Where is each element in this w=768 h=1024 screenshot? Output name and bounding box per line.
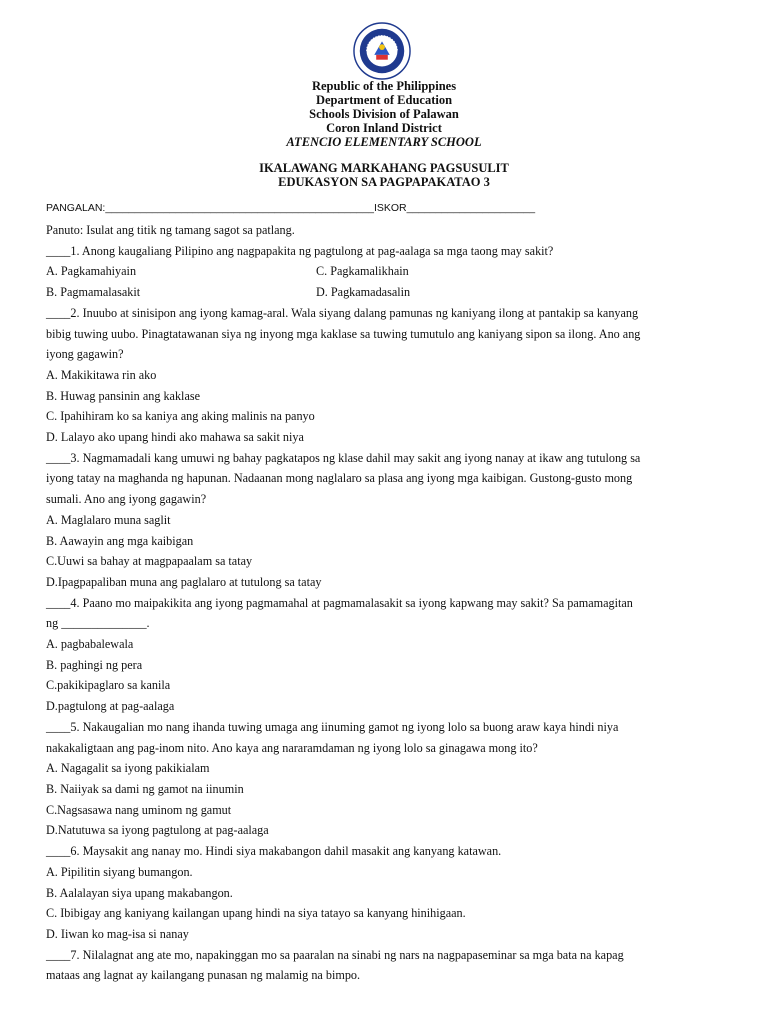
q3-option-d: D.Ipagpapaliban muna ang paglalaro at tutulong sa tatay: [46, 574, 322, 589]
header-district: Coron Inland District: [326, 121, 442, 135]
question-3-line1: ____3. Nagmamadali kang umuwi ng bahay pagkatapos ng klase dahil may sakit ang iyong nanay at ikaw ang tutulong sa: [46, 450, 641, 465]
q5-option-b: B. Naiiyak sa dami ng gamot na iinumin: [46, 781, 244, 796]
q1-options-row1: [46, 261, 722, 282]
name-score-field: PANGALAN:______________________________________________ISKOR______________________: [46, 202, 536, 214]
question-2-line3: iyong gagawin?: [46, 347, 124, 362]
question-2-line1: ____2. Inuubo at sinisipon ang iyong kamag-aral. Wala siyang dalang pamunas ng kaniyang ilong at pantakip sa kanyang: [46, 305, 639, 320]
question-7-line1: ____7. Nilalagnat ang ate mo, napakinggan mo sa paaralan na sinabi ng nars na nagpapaseminar sa mga bata na kapag: [46, 947, 624, 962]
question-5-line1: ____5. Nakaugalian mo nang ihanda tuwing umaga ang iinuming gamot ng iyong lolo sa buong araw kaya hindi niya: [46, 719, 619, 734]
q6-option-d: D. Iiwan ko mag-isa si nanay: [46, 926, 189, 941]
q1-option-c: C. Pagkamalikhain: [316, 264, 409, 279]
q1-options-row2: [46, 282, 722, 303]
q3-option-c: C.Uuwi sa bahay at magpapaalam sa tatay: [46, 554, 253, 569]
header-republic: Republic of the Philippines: [311, 79, 457, 93]
q3-option-a: A. Maglalaro muna saglit: [46, 512, 171, 527]
q2-option-b: B. Huwag pansinin ang kaklase: [46, 388, 201, 403]
q1-option-b: B. Pagmamalasakit: [46, 285, 141, 300]
header-department: Department of Education: [315, 93, 453, 107]
q4-option-a: A. pagbabalewala: [46, 637, 134, 652]
q4-option-c: C.pakikipaglaro sa kanila: [46, 678, 171, 693]
question-3-line2: iyong tatay na maghanda ng hapunan. Nadaanan mong naglalaro sa plasa ang iyong mga kaibigan. Gustong-gusto mong: [46, 471, 633, 486]
q2-option-a: A. Makikitawa rin ako: [46, 367, 157, 382]
question-6: ____6. Maysakit ang nanay mo. Hindi siya makabangon dahil masakit ang kanyang katawan.: [46, 844, 502, 859]
q6-option-a: A. Pipilitin siyang bumangon.: [46, 864, 193, 879]
question-7-line2: mataas ang lagnat ay kailangang punasan ng malamig na bimpo.: [46, 968, 361, 983]
deped-seal-logo: [353, 22, 411, 80]
q1-option-d: D. Pagkamadasalin: [316, 285, 411, 300]
question-1: ____1. Anong kaugaliang Pilipino ang nagpapakita ng pagtulong at pag-aalaga sa mga taong may sakit?: [46, 243, 554, 258]
question-2-line2: bibig tuwing uubo. Pinagtatawanan siya ng inyong mga kaklase sa tuwing tumutulo ang kaniyang sipon sa ilong. Ano ang: [46, 326, 641, 341]
q5-option-d: D.Natutuwa sa iyong pagtulong at pag-aalaga: [46, 823, 269, 838]
q3-option-b: B. Aawayin ang mga kaibigan: [46, 533, 194, 548]
header-block: [0, 79, 768, 149]
directions: Panuto: Isulat ang titik ng tamang sagot sa patlang.: [46, 223, 295, 237]
exam-subject: EDUKASYON SA PAGPAPAKATAO 3: [278, 175, 490, 189]
q2-option-c: C. Ipahihiram ko sa kaniya ang aking malinis na panyo: [46, 409, 315, 424]
exam-title-block: [0, 161, 768, 189]
question-4-line1: ____4. Paano mo maipakikita ang iyong pagmamahal at pagmamalasakit sa iyong kapwang may sakit? Sa pamamagitan: [46, 595, 633, 610]
exam-body: [46, 220, 722, 986]
question-5-line2: nakakaligtaan ang pag-inom nito. Ano kaya ang nararamdaman ng iyong lolo sa ginagawa mong ito?: [46, 740, 538, 755]
q6-option-c: C. Ibibigay ang kaniyang kailangan upang hindi na siya tatayo sa kanyang hinihigaan.: [46, 906, 466, 921]
exam-title: IKALAWANG MARKAHANG PAGSUSULIT: [259, 161, 509, 175]
header-school: ATENCIO ELEMENTARY SCHOOL: [286, 135, 482, 149]
q5-option-c: C.Nagsasawa nang uminom ng gamut: [46, 802, 232, 817]
q4-option-d: D.pagtulong at pag-aalaga: [46, 699, 175, 714]
q1-option-a: A. Pagkamahiyain: [46, 264, 137, 279]
question-3-line3: sumali. Ano ang iyong gagawin?: [46, 492, 207, 507]
q2-option-d: D. Lalayo ako upang hindi ako mahawa sa sakit niya: [46, 430, 304, 445]
q4-option-b: B. paghingi ng pera: [46, 657, 143, 672]
q6-option-b: B. Aalalayan siya upang makabangon.: [46, 885, 233, 900]
q5-option-a: A. Nagagalit sa iyong pakikialam: [46, 761, 210, 776]
question-4-line2: ng ______________.: [46, 616, 150, 631]
header-division: Schools Division of Palawan: [309, 107, 459, 121]
